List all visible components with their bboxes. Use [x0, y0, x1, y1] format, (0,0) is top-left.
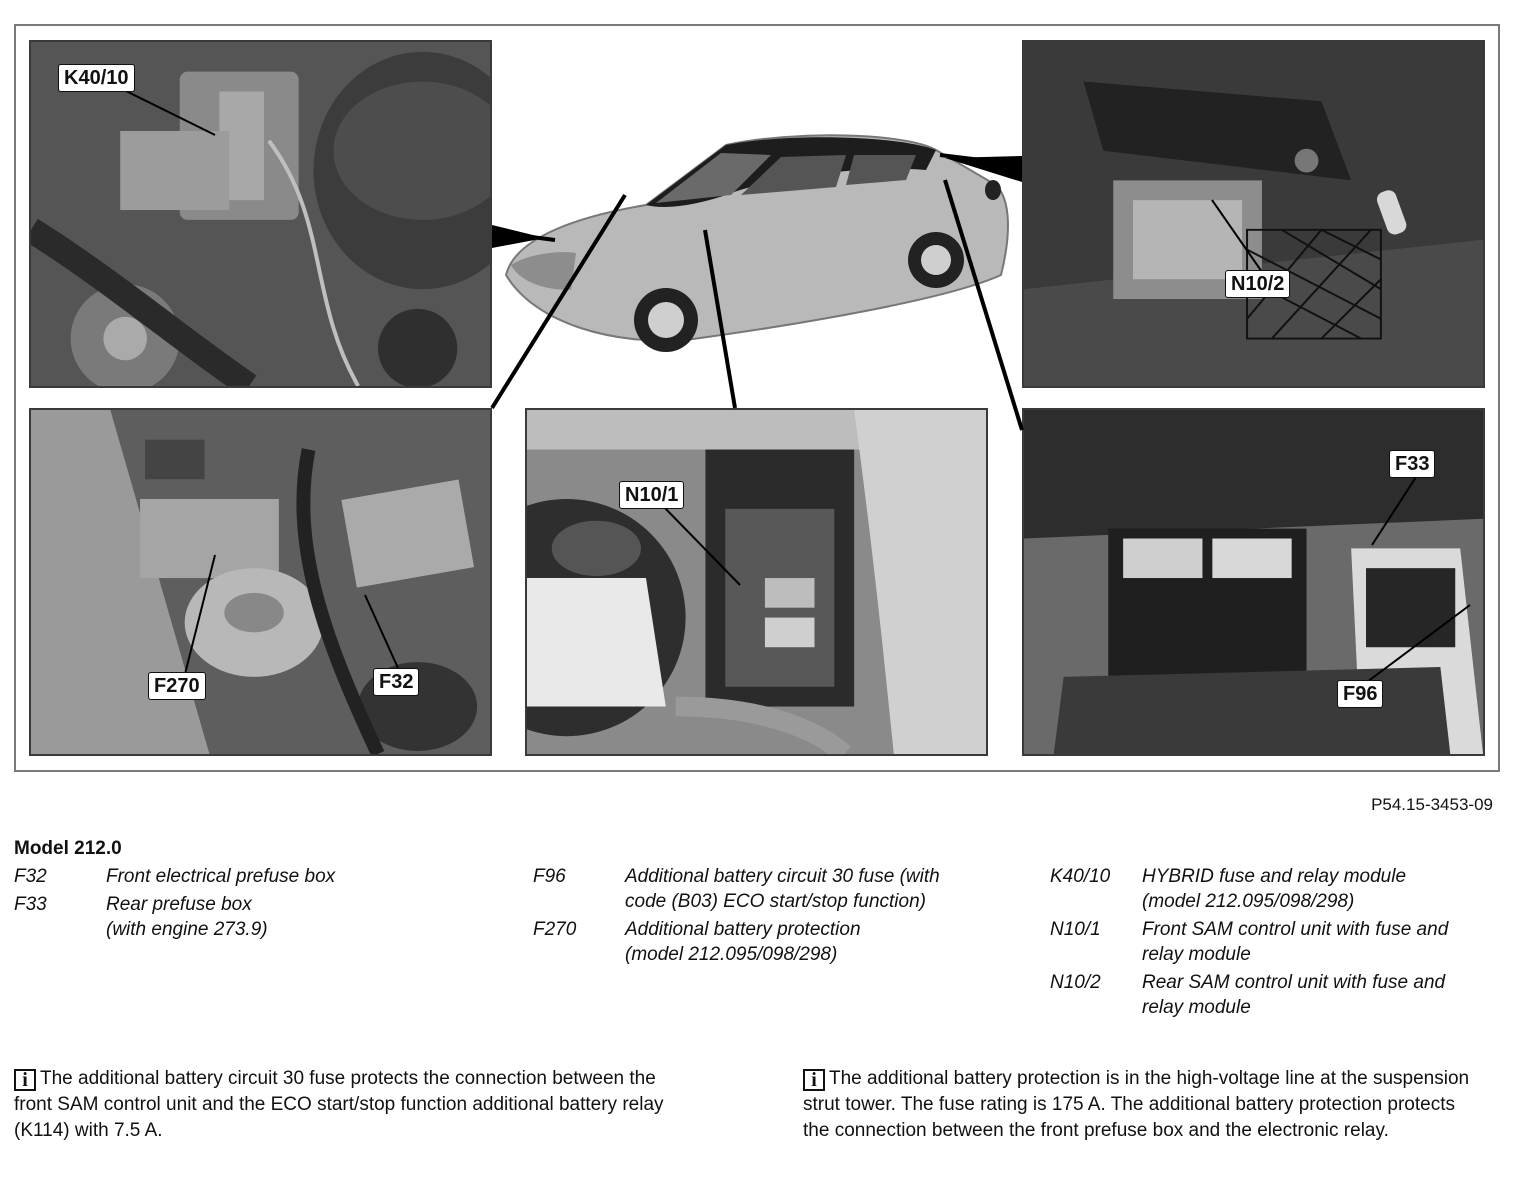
- legend-title: Model 212.0: [14, 838, 122, 859]
- legend-row: [533, 864, 950, 914]
- legend-code: F270: [533, 919, 577, 940]
- legend-desc: Rear prefuse box (with engine 273.9): [106, 894, 268, 940]
- legend-code: F96: [533, 866, 566, 887]
- legend-desc: Front SAM control unit with fuse and relay module: [1142, 919, 1449, 965]
- legend-row: [1050, 864, 1472, 914]
- callout-f32: F32: [373, 668, 419, 696]
- legend-row: [533, 917, 950, 967]
- photo-trunk-image: [1024, 42, 1483, 386]
- legend-desc: Front electrical prefuse box: [106, 866, 336, 887]
- callout-n10-2: N10/2: [1225, 270, 1290, 298]
- legend-row: [14, 864, 446, 889]
- legend-desc: Rear SAM control unit with fuse and relay module: [1142, 972, 1446, 1018]
- legend-desc: Additional battery circuit 30 fuse (with code (B03) ECO start/stop function): [625, 866, 940, 912]
- legend-column-1: [14, 864, 446, 945]
- legend-row: [14, 892, 446, 942]
- legend-desc: Additional battery protection (model 212.095/098/298): [625, 919, 861, 965]
- legend-code: F33: [14, 894, 47, 915]
- photo-front-sam: [525, 408, 988, 756]
- legend-desc: HYBRID fuse and relay module (model 212.095/098/298): [1142, 866, 1407, 912]
- figure-id: P54.15-3453-09: [1371, 795, 1493, 814]
- note-right-text: The additional battery protection is in the high-voltage line at the suspension strut tower. The fuse rating is 175 A. The additional battery protection protects the connection between the front prefuse box and the electronic relay.: [803, 1068, 1470, 1141]
- legend-row: [1050, 917, 1472, 967]
- photo-front-prefuse: [29, 408, 492, 756]
- note-left: [14, 1066, 694, 1144]
- callout-f96: F96: [1337, 680, 1383, 708]
- legend-column-3: [1050, 864, 1472, 1023]
- info-icon: i: [14, 1069, 36, 1091]
- legend-row: [1050, 970, 1472, 1020]
- photo-front-sam-image: [527, 410, 986, 754]
- legend-code: K40/10: [1050, 866, 1111, 887]
- callout-f33: F33: [1389, 450, 1435, 478]
- callout-f270: F270: [148, 672, 206, 700]
- legend-column-2: [533, 864, 950, 970]
- legend-code: F32: [14, 866, 47, 887]
- car-illustration: [496, 125, 1016, 370]
- photo-rear-sam: [1022, 40, 1485, 388]
- legend-code: N10/2: [1050, 972, 1101, 993]
- callout-k40-10: K40/10: [58, 64, 135, 92]
- legend-code: N10/1: [1050, 919, 1101, 940]
- info-icon: i: [803, 1069, 825, 1091]
- photo-strut-tower-image: [31, 410, 490, 754]
- callout-n10-1: N10/1: [619, 481, 684, 509]
- photo-engine-bay-image: [31, 42, 490, 386]
- note-right: [803, 1066, 1483, 1144]
- note-left-text: The additional battery circuit 30 fuse protects the connection between the front SAM control unit and the ECO start/stop function additional battery relay (K114) with 7.5 A.: [14, 1068, 664, 1141]
- photo-hybrid-fuse-module: [29, 40, 492, 388]
